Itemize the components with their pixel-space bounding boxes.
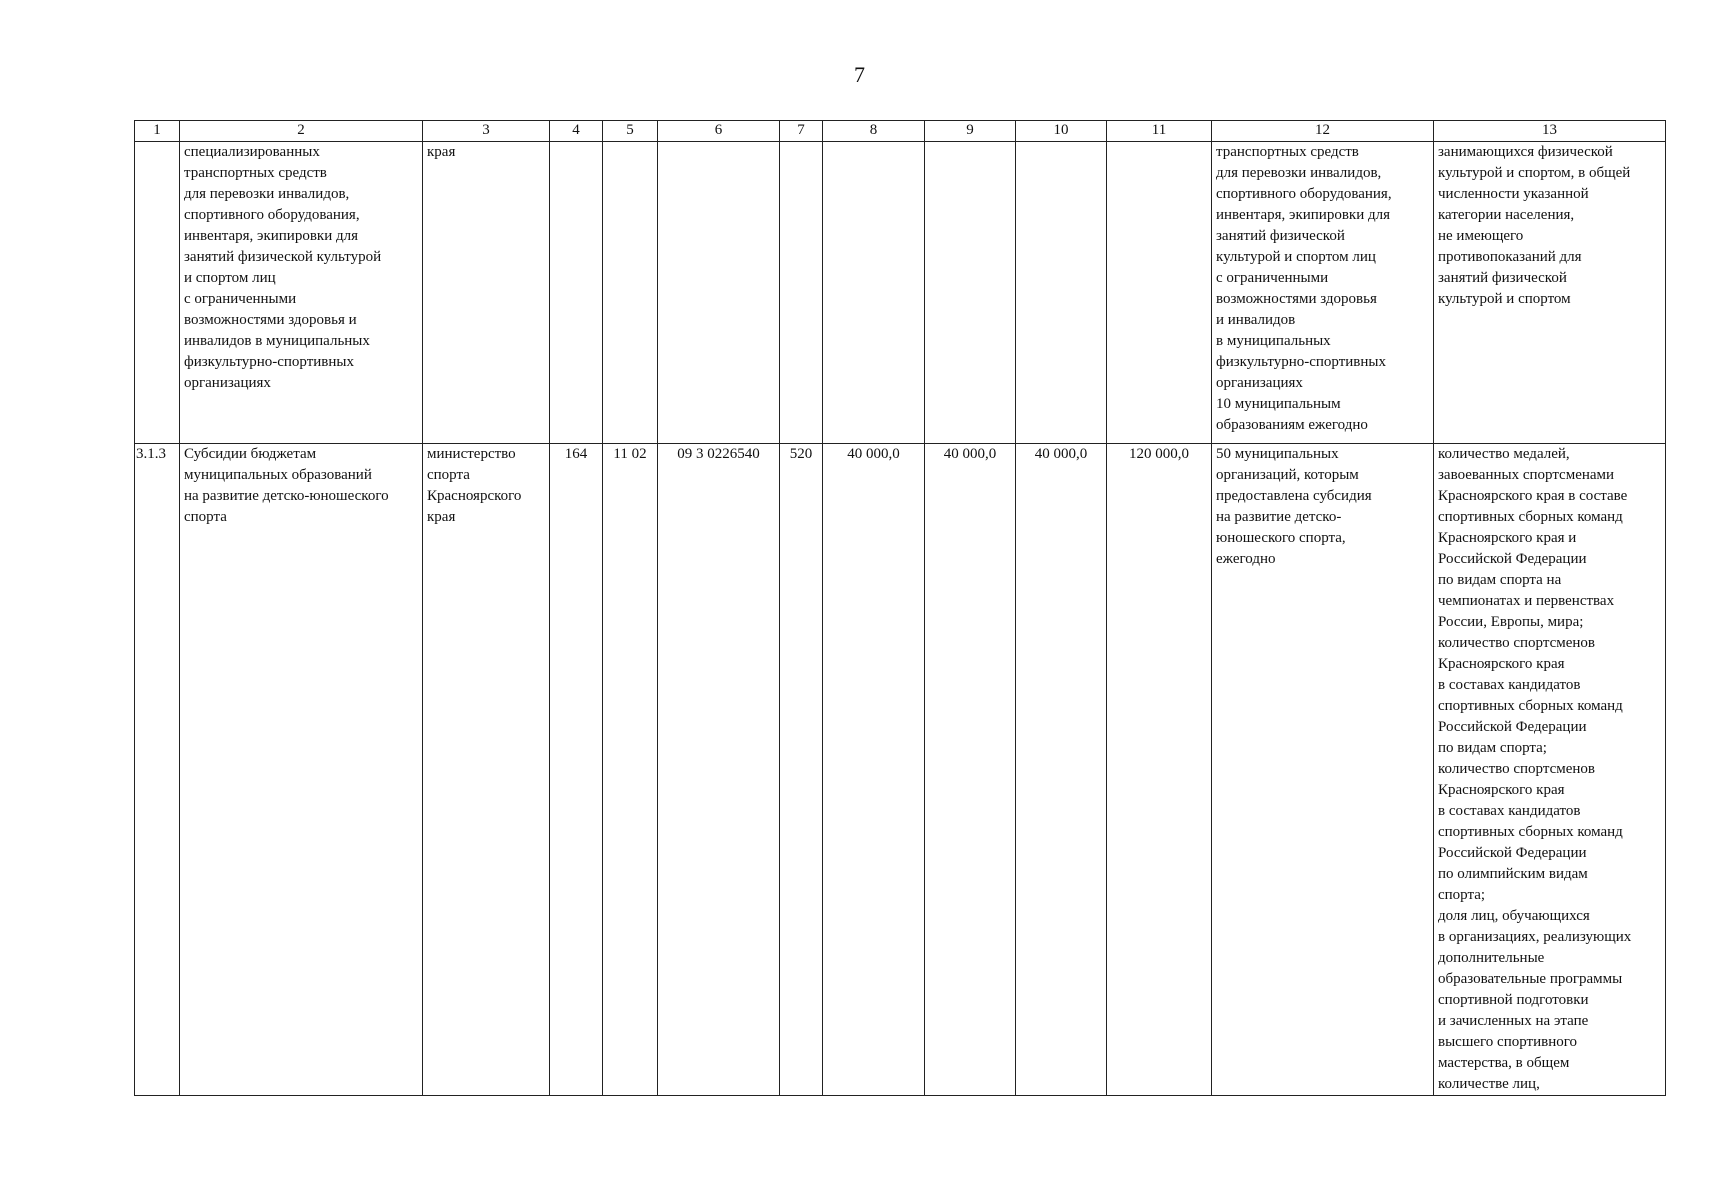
cell-text-line: занятий физической [1216,228,1345,244]
cell-text-line: образованиям ежегодно [1216,417,1368,433]
cell-text-line: в муниципальных [1216,333,1331,349]
cell-text-line: на развитие детско-юношеского [184,488,389,504]
cell-text-line: организациях [184,375,271,391]
cell-text-line: по видам спорта на [1438,572,1562,588]
item-number-cell [135,142,180,444]
amount-year-1-cell [823,142,925,444]
expected-result-cell [1212,444,1434,1096]
item-number-cell: 3.1.3 [135,444,180,1096]
cell-text-line: организациях [1216,375,1303,391]
cell-text-line: образовательные программы [1438,971,1623,987]
cell-text-line: высшего спортивного [1438,1034,1578,1050]
section-code-cell [603,142,658,444]
grbs-code-cell [550,142,603,444]
grbs-code-cell: 164 [550,444,603,1096]
cell-text-line: занятий физической [1438,270,1567,286]
cell-text-line: количество спортсменов [1438,761,1596,777]
cell-text-line: количестве лиц, [1438,1076,1540,1092]
cell-text-line: транспортных средств [184,165,327,181]
cell-text-line: спорта [184,509,227,525]
expense-type-cell: 520 [780,444,823,1096]
column-number-cell: 1 [135,121,180,142]
amount-year-3-cell: 40 000,0 [1016,444,1107,1096]
cell-text-line: спортивных сборных команд [1438,698,1623,714]
cell-text-line: Красноярского [427,488,522,504]
cell-text-line: возможностями здоровья [1216,291,1377,307]
cell-text-line: категории населения, [1438,207,1575,223]
cell-text-line: физкультурно-спортивных [1216,354,1386,370]
administrator-cell [423,142,550,444]
cell-text-line: с ограниченными [1216,270,1329,286]
cell-text-line: инвентаря, экипировки для [1216,207,1391,223]
cell-text-line: дополнительные [1438,950,1545,966]
cell-text-line: России, Европы, мира; [1438,614,1584,630]
cell-text-line: чемпионатах и первенствах [1438,593,1615,609]
amount-year-2-cell: 40 000,0 [925,444,1016,1096]
cell-text-line: противопоказаний для [1438,249,1582,265]
program-table [134,120,1666,1096]
column-number-cell: 13 [1434,121,1666,142]
amount-year-1-cell: 40 000,0 [823,444,925,1096]
cell-text-line: по видам спорта; [1438,740,1547,756]
column-number-cell: 2 [180,121,423,142]
indicator-impact-cell [1434,444,1666,1096]
cell-text-line: культурой и спортом, в общей [1438,165,1631,181]
cell-text-line: Субсидии бюджетам [184,446,317,462]
cell-text-line: на развитие детско- [1216,509,1342,525]
cell-text-line: спортивной подготовки [1438,992,1589,1008]
cell-text-line: 10 муниципальным [1216,396,1341,412]
cell-text-line: края [427,509,456,525]
cell-text-line: Российской Федерации [1438,719,1587,735]
cell-text-line: Красноярского края в составе [1438,488,1628,504]
cell-text-line: спорта [427,467,470,483]
target-article-cell: 09 3 0226540 [658,444,780,1096]
cell-text-line: количество медалей, [1438,446,1570,462]
cell-text-line: спортивного оборудования, [184,207,360,223]
cell-text-line: возможностями здоровья и [184,312,357,328]
expense-type-cell [780,142,823,444]
cell-text-line: спорта; [1438,887,1486,903]
cell-text-line: культурой и спортом [1438,291,1571,307]
cell-text-line: и зачисленных на этапе [1438,1013,1589,1029]
cell-text-line: в организациях, реализующих [1438,929,1632,945]
cell-text-line: инвалидов в муниципальных [184,333,370,349]
cell-text-line: для перевозки инвалидов, [184,186,350,202]
cell-text-line: по олимпийским видам [1438,866,1588,882]
cell-text-line: физкультурно-спортивных [184,354,354,370]
cell-text-line: не имеющего [1438,228,1524,244]
column-number-cell: 10 [1016,121,1107,142]
cell-text-line: предоставлена субсидия [1216,488,1372,504]
cell-text-line: завоеванных спортсменами [1438,467,1615,483]
cell-text-line: в составах кандидатов [1438,803,1581,819]
measure-name-cell [180,142,423,444]
amount-total-cell: 120 000,0 [1107,444,1212,1096]
cell-text-line: юношеского спорта, [1216,530,1346,546]
column-number-cell: 6 [658,121,780,142]
column-number-cell: 8 [823,121,925,142]
cell-text-line: культурой и спортом лиц [1216,249,1376,265]
column-number-cell: 4 [550,121,603,142]
cell-text-line: транспортных средств [1216,144,1359,160]
cell-text-line: с ограниченными [184,291,297,307]
amount-total-cell [1107,142,1212,444]
cell-text-line: края [427,144,456,160]
page-number: 7 [854,62,865,87]
cell-text-line: специализированных [184,144,320,160]
cell-text-line: инвентаря, экипировки для [184,228,359,244]
column-number-cell: 3 [423,121,550,142]
cell-text-line: организаций, которым [1216,467,1359,483]
cell-text-line: ежегодно [1216,551,1276,567]
cell-text-line: Российской Федерации [1438,551,1587,567]
cell-text-line: количество спортсменов [1438,635,1596,651]
cell-text-line: и инвалидов [1216,312,1296,328]
cell-text-line: численности указанной [1438,186,1589,202]
cell-text-line: Российской Федерации [1438,845,1587,861]
cell-text-line: Красноярского края и [1438,530,1577,546]
column-number-cell: 9 [925,121,1016,142]
cell-text-line: спортивного оборудования, [1216,186,1392,202]
cell-text-line: доля лиц, обучающихся [1438,908,1590,924]
cell-text-line: Красноярского края [1438,656,1565,672]
column-number-cell: 12 [1212,121,1434,142]
amount-year-3-cell [1016,142,1107,444]
cell-text-line: спортивных сборных команд [1438,509,1623,525]
cell-text-line: мастерства, в общем [1438,1055,1570,1071]
cell-text-line: в составах кандидатов [1438,677,1581,693]
table-row [135,444,1666,1096]
expected-result-cell [1212,142,1434,444]
cell-text-line: 50 муниципальных [1216,446,1339,462]
amount-year-2-cell [925,142,1016,444]
cell-text-line: министерство [427,446,516,462]
cell-text-line: и спортом лиц [184,270,276,286]
section-code-cell: 11 02 [603,444,658,1096]
table-header-row [135,121,1666,142]
cell-text-line: муниципальных образований [184,467,372,483]
target-article-cell [658,142,780,444]
column-number-cell: 5 [603,121,658,142]
column-number-cell: 11 [1107,121,1212,142]
cell-text-line: спортивных сборных команд [1438,824,1623,840]
indicator-impact-cell [1434,142,1666,444]
measure-name-cell [180,444,423,1096]
cell-text-line: занятий физической культурой [184,249,382,265]
table-row [135,142,1666,444]
cell-text-line: занимающихся физической [1438,144,1613,160]
column-number-cell: 7 [780,121,823,142]
administrator-cell [423,444,550,1096]
cell-text-line: для перевозки инвалидов, [1216,165,1382,181]
cell-text-line: Красноярского края [1438,782,1565,798]
